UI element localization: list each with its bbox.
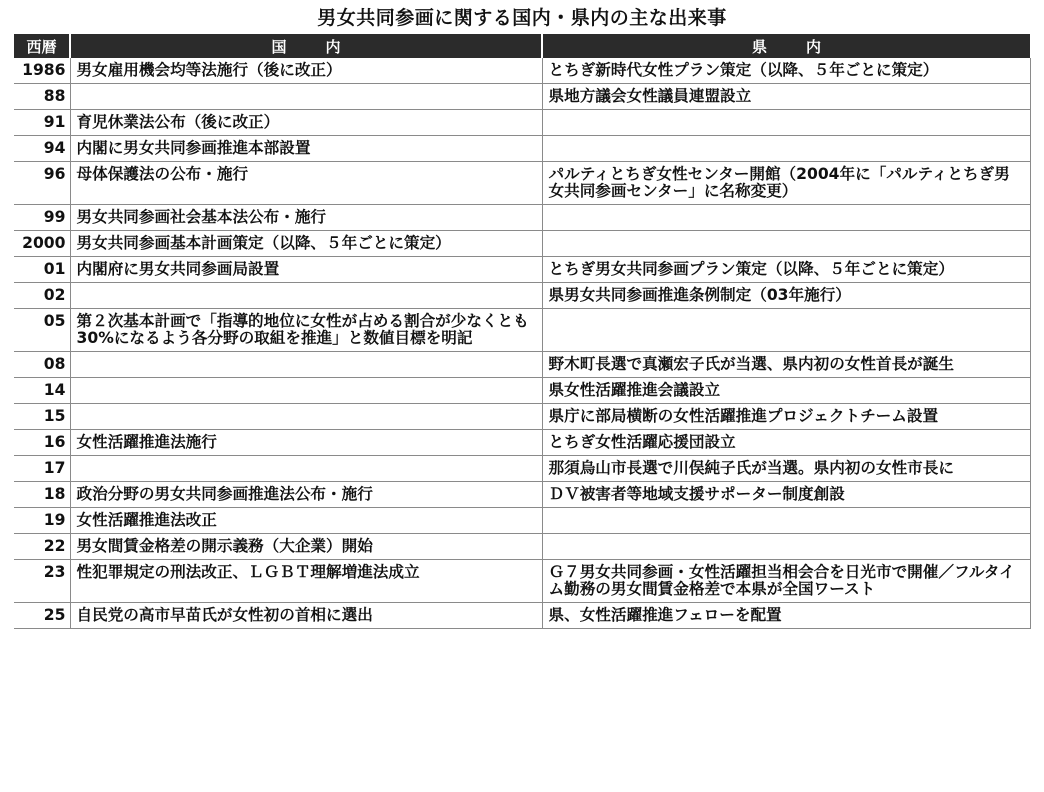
- year-cell: 22: [14, 534, 70, 560]
- prefecture-cell: とちぎ新時代女性プラン策定（以降、５年ごとに策定）: [542, 58, 1030, 84]
- national-cell: 女性活躍推進法改正: [70, 508, 542, 534]
- prefecture-cell: とちぎ男女共同参画プラン策定（以降、５年ごとに策定）: [542, 257, 1030, 283]
- prefecture-cell: 那須烏山市長選で川俣純子氏が当選。県内初の女性市長に: [542, 456, 1030, 482]
- table-row: [14, 352, 1030, 378]
- table-row: [14, 534, 1030, 560]
- prefecture-cell: 県、女性活躍推進フェローを配置: [542, 603, 1030, 629]
- prefecture-cell: 野木町長選で真瀬宏子氏が当選、県内初の女性首長が誕生: [542, 352, 1030, 378]
- prefecture-cell: [542, 534, 1030, 560]
- national-cell: 政治分野の男女共同参画推進法公布・施行: [70, 482, 542, 508]
- year-cell: 08: [14, 352, 70, 378]
- table-row: [14, 136, 1030, 162]
- table-row: [14, 58, 1030, 84]
- prefecture-cell: [542, 309, 1030, 352]
- year-cell: 2000: [14, 231, 70, 257]
- year-cell: 25: [14, 603, 70, 629]
- national-cell: [70, 378, 542, 404]
- year-cell: 19: [14, 508, 70, 534]
- year-cell: 96: [14, 162, 70, 205]
- table-row: [14, 162, 1030, 205]
- national-cell: 内閣に男女共同参画推進本部設置: [70, 136, 542, 162]
- prefecture-cell: パルティとちぎ女性センター開館（2004年に「パルティとちぎ男女共同参画センター」に名称変更）: [542, 162, 1030, 205]
- year-cell: 94: [14, 136, 70, 162]
- prefecture-cell: Ｇ７男女共同参画・女性活躍担当相会合を日光市で開催／フルタイム勤務の男女間賃金格差で本県が全国ワースト: [542, 560, 1030, 603]
- national-cell: 男女共同参画基本計画策定（以降、５年ごとに策定）: [70, 231, 542, 257]
- year-cell: 99: [14, 205, 70, 231]
- year-cell: 14: [14, 378, 70, 404]
- header-national: 国内: [70, 34, 542, 58]
- events-table: [14, 34, 1031, 629]
- table-body: [14, 58, 1030, 629]
- prefecture-cell: とちぎ女性活躍応援団設立: [542, 430, 1030, 456]
- table-row: [14, 110, 1030, 136]
- national-cell: [70, 84, 542, 110]
- prefecture-cell: 県女性活躍推進会議設立: [542, 378, 1030, 404]
- table-row: [14, 205, 1030, 231]
- table-row: [14, 456, 1030, 482]
- prefecture-cell: [542, 136, 1030, 162]
- year-cell: 88: [14, 84, 70, 110]
- table-row: [14, 508, 1030, 534]
- header-year: 西暦: [14, 34, 70, 58]
- national-cell: 男女雇用機会均等法施行（後に改正）: [70, 58, 542, 84]
- national-cell: 男女間賃金格差の開示義務（大企業）開始: [70, 534, 542, 560]
- table-row: [14, 560, 1030, 603]
- national-cell: 母体保護法の公布・施行: [70, 162, 542, 205]
- table-row: [14, 482, 1030, 508]
- prefecture-cell: 県地方議会女性議員連盟設立: [542, 84, 1030, 110]
- year-cell: 23: [14, 560, 70, 603]
- prefecture-cell: [542, 205, 1030, 231]
- national-cell: 女性活躍推進法施行: [70, 430, 542, 456]
- table-row: [14, 378, 1030, 404]
- year-cell: 18: [14, 482, 70, 508]
- year-cell: 16: [14, 430, 70, 456]
- year-cell: 05: [14, 309, 70, 352]
- national-cell: 第２次基本計画で「指導的地位に女性が占める割合が少なくとも30%になるよう各分野の取組を推進」と数値目標を明記: [70, 309, 542, 352]
- prefecture-cell: ＤＶ被害者等地域支援サポーター制度創設: [542, 482, 1030, 508]
- prefecture-cell: [542, 231, 1030, 257]
- year-cell: 01: [14, 257, 70, 283]
- table-row: [14, 231, 1030, 257]
- table-row: [14, 283, 1030, 309]
- prefecture-cell: 県庁に部局横断の女性活躍推進プロジェクトチーム設置: [542, 404, 1030, 430]
- national-cell: 性犯罪規定の刑法改正、ＬＧＢＴ理解増進法成立: [70, 560, 542, 603]
- national-cell: [70, 404, 542, 430]
- year-cell: 02: [14, 283, 70, 309]
- table-row: [14, 309, 1030, 352]
- table-row: [14, 84, 1030, 110]
- national-cell: 内閣府に男女共同参画局設置: [70, 257, 542, 283]
- header-prefecture: 県内: [542, 34, 1030, 58]
- year-cell: 15: [14, 404, 70, 430]
- prefecture-cell: [542, 110, 1030, 136]
- national-cell: [70, 283, 542, 309]
- table-row: [14, 430, 1030, 456]
- prefecture-cell: [542, 508, 1030, 534]
- table-header: [14, 34, 1030, 58]
- national-cell: [70, 352, 542, 378]
- table-title: 男女共同参画に関する国内・県内の主な出来事: [317, 7, 727, 29]
- national-cell: 育児休業法公布（後に改正）: [70, 110, 542, 136]
- national-cell: 男女共同参画社会基本法公布・施行: [70, 205, 542, 231]
- national-cell: 自民党の高市早苗氏が女性初の首相に選出: [70, 603, 542, 629]
- table-row: [14, 603, 1030, 629]
- prefecture-cell: 県男女共同参画推進条例制定（03年施行）: [542, 283, 1030, 309]
- year-cell: 1986: [14, 58, 70, 84]
- year-cell: 91: [14, 110, 70, 136]
- table-row: [14, 404, 1030, 430]
- national-cell: [70, 456, 542, 482]
- table-row: [14, 257, 1030, 283]
- year-cell: 17: [14, 456, 70, 482]
